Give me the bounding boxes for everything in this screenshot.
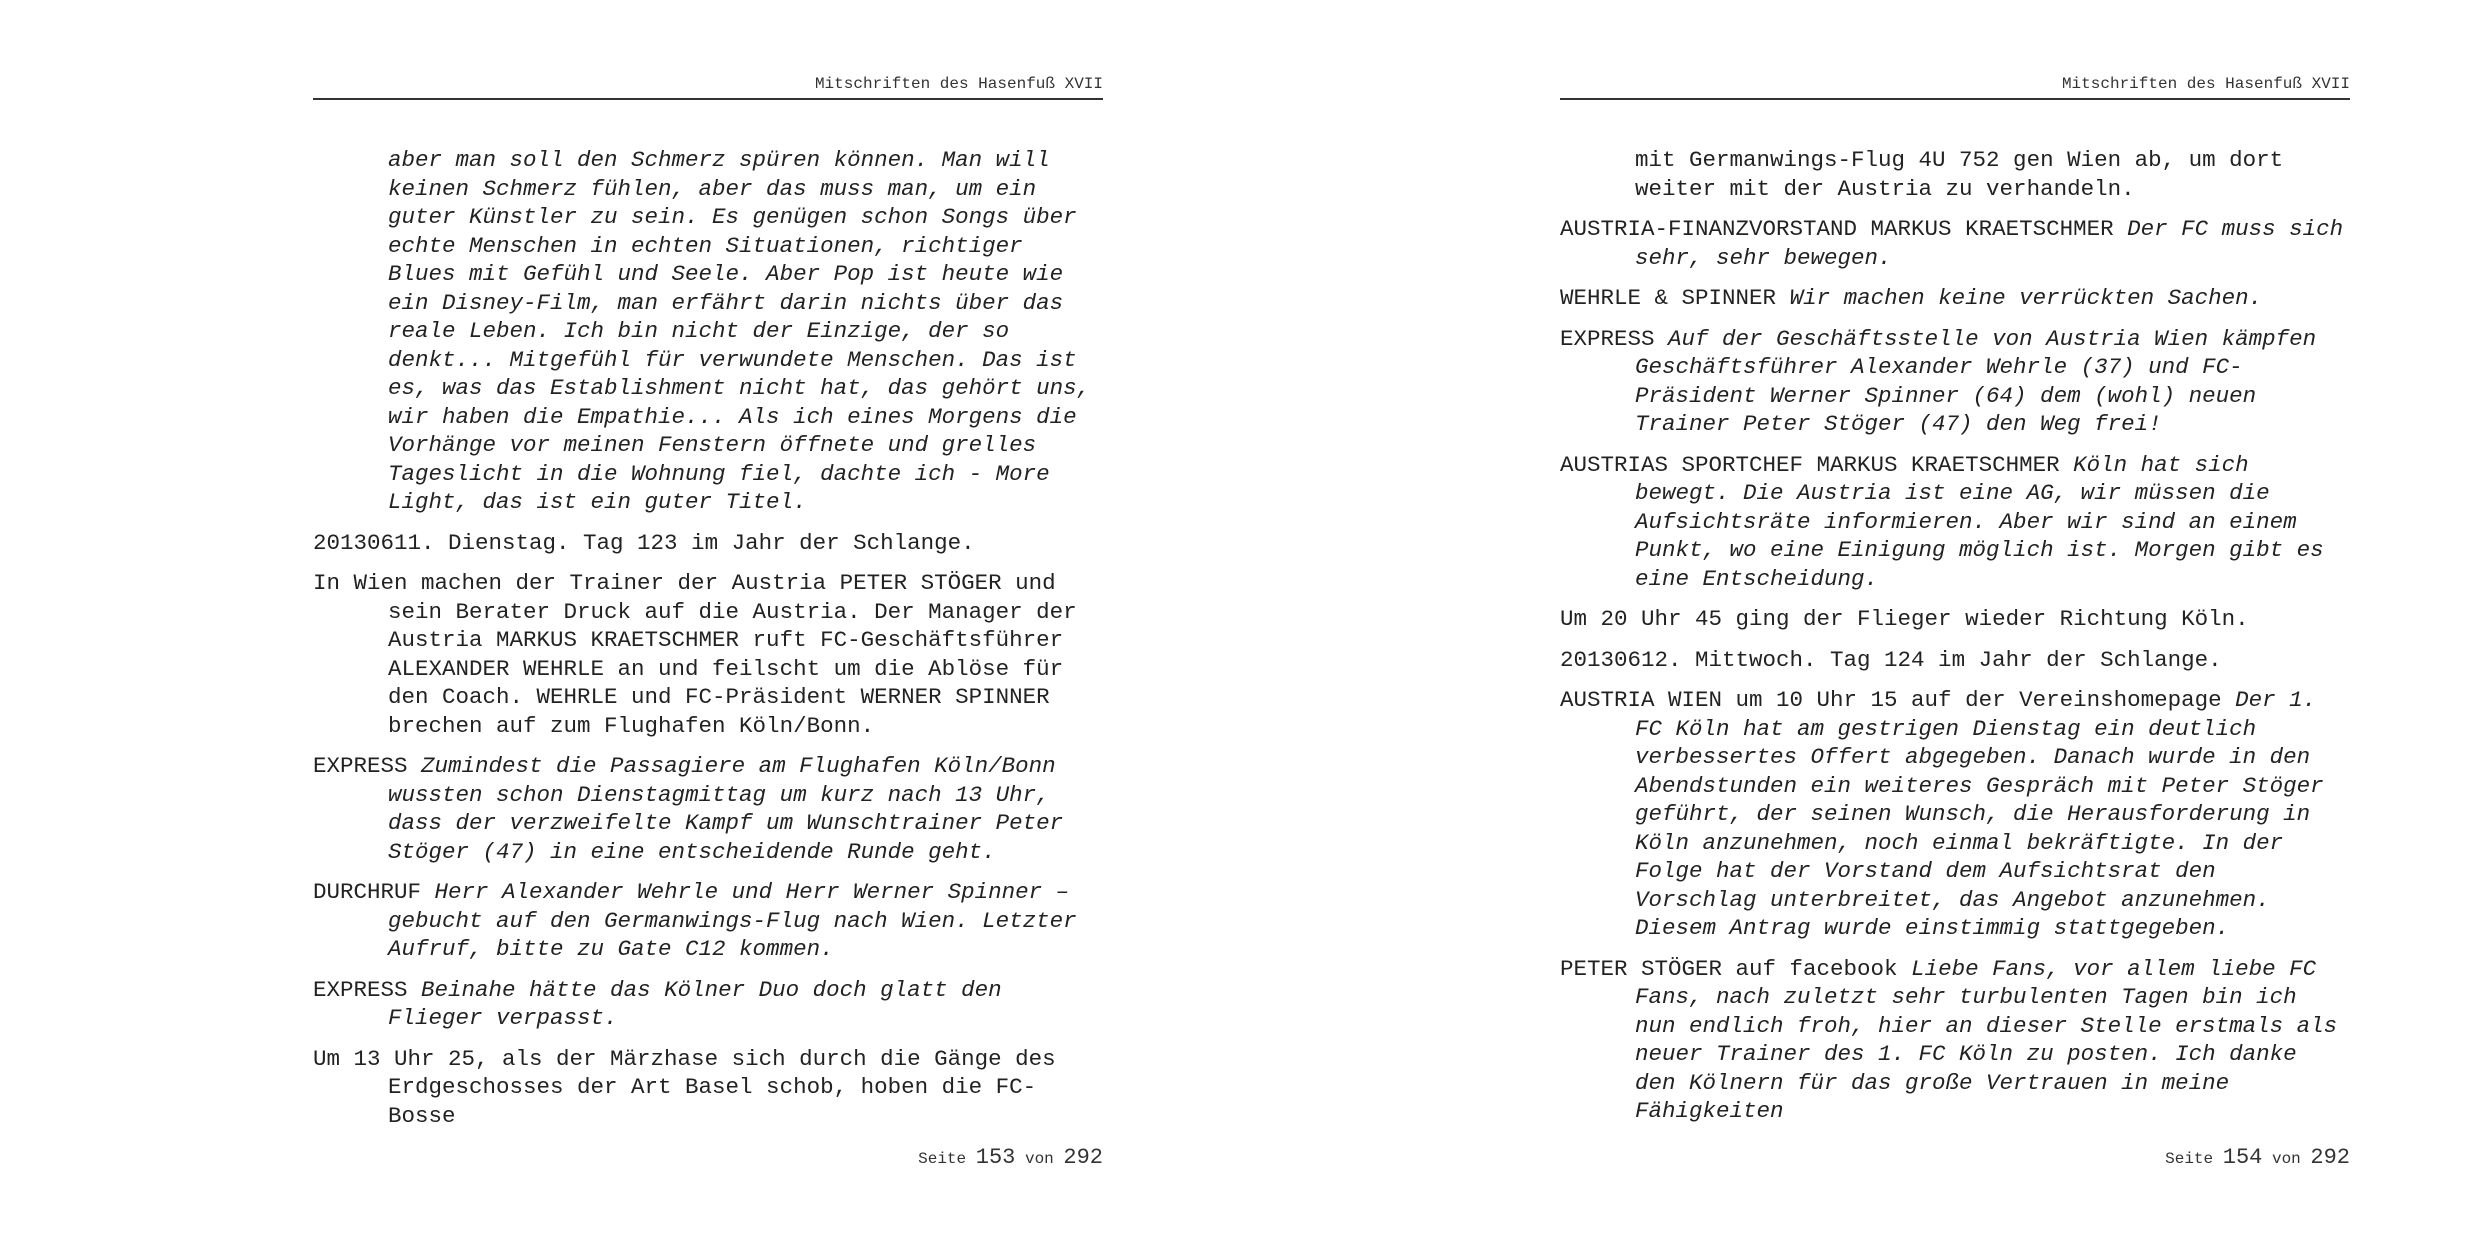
paragraph-text: Liebe Fans, vor allem liebe FC Fans, nach zuletzt sehr turbulenten Tagen bin ich nun endlich froh, hier an dieser Stelle erstmals als neuer Trainer des 1. FC Köln zu posten. Ich danke den Kölnern für das große Vertrauen in meine Fähigkeiten — [1635, 955, 2338, 1124]
paragraph-text: Der FC muss sich sehr, sehr bewegen. — [1635, 216, 2344, 271]
paragraph-text: Der 1. FC Köln hat am gestrigen Dienstag ein deutlich verbessertes Offert abgegeben. Danach wurde in den Abendstunden ein weiteres Gespräch mit Peter Stöger geführt, der seinen Wunsch, die Herausforderung in Köln anzunehmen, noch einmal bekräftigte. In der Folge hat der Vorstand dem Aufsichtsrat den Vorschlag unterbreitet, das Angebot anzunehmen. Diesem Antrag wurde einstimmig stattgegeben. — [1635, 687, 2324, 941]
speaker: AUSTRIAS SPORTCHEF MARKUS KRAETSCHMER — [1560, 451, 2060, 478]
speaker: AUSTRIA-FINANZVORSTAND MARKUS KRAETSCHMER — [1560, 216, 2114, 242]
page-body — [313, 146, 1103, 1142]
page-footer — [918, 1145, 1103, 1170]
paragraph — [313, 529, 1103, 558]
paragraph-text: Um 20 Uhr 45 ging der Flieger wieder Richtung Köln. — [1560, 606, 2249, 632]
paragraph-text: Beinahe hätte das Kölner Duo doch glatt den Flieger verpasst. — [388, 976, 1002, 1031]
paragraph — [1560, 686, 2350, 943]
footer-sep: von — [2271, 1150, 2301, 1168]
footer-sep: von — [1024, 1150, 1054, 1168]
paragraph-text: Herr Alexander Wehrle und Herr Werner Spinner – gebucht auf den Germanwings-Flug nach Wien. Letzter Aufruf, bitte zu Gate C12 kommen. — [388, 879, 1077, 962]
speaker: EXPRESS — [313, 753, 408, 779]
paragraph — [313, 1045, 1103, 1131]
page-header: Mitschriften des Hasenfuß XVII — [313, 74, 1103, 100]
paragraph-text: In Wien machen der Trainer der Austria PETER STÖGER und sein Berater Druck auf die Austria. Der Manager der Austria MARKUS KRAETSCHMER ruft FC-Geschäftsführer ALEXANDER WEHRLE an und feilscht um die Ablöse für den Coach. WEHRLE und FC-Präsident WERNER SPINNER brechen auf zum Flughafen Köln/Bonn. — [313, 570, 1077, 739]
paragraph — [313, 752, 1103, 866]
speaker: AUSTRIA WIEN um 10 Uhr 15 auf der Vereinshomepage — [1560, 687, 2222, 713]
speaker: EXPRESS — [1560, 325, 1655, 352]
speaker: DURCHRUF — [313, 879, 422, 905]
speaker: PETER STÖGER auf facebook — [1560, 955, 1898, 982]
paragraph — [1560, 451, 2350, 594]
page-number: 153 — [975, 1145, 1016, 1170]
paragraph-text: 20130611. Dienstag. Tag 123 im Jahr der Schlange. — [313, 529, 975, 556]
paragraph-text: aber man soll den Schmerz spüren können. Man will keinen Schmerz fühlen, aber das muss man, um ein guter Künstler zu sein. Es genügen schon Songs über echte Menschen in echten Situationen, richtiger Blues mit Gefühl und Seele. Aber Pop ist heute wie ein Disney-Film, man erfährt darin nichts über das reale Leben. Ich bin nicht der Einzige, der so denkt... Mitgefühl für verwundete Menschen. Das ist es, was das Establishment nicht hat, das gehört uns, wir haben die Empathie... Als ich eines Morgens die Vorhänge vor meinen Fenstern öffnete und grelles Tageslicht in die Wohnung fiel, dachte ich - More Light, das ist ein guter Titel. — [388, 147, 1091, 515]
page-body — [1560, 146, 2350, 1138]
paragraph — [1560, 215, 2350, 272]
page-header: Mitschriften des Hasenfuß XVII — [1560, 74, 2350, 100]
speaker: WEHRLE & SPINNER — [1560, 285, 1777, 311]
page-total: 292 — [2310, 1145, 2350, 1170]
page-total: 292 — [1063, 1145, 1103, 1170]
paragraph — [1560, 605, 2350, 634]
paragraph-text: Zumindest die Passagiere am Flughafen Köln/Bonn wussten schon Dienstagmittag um kurz nach 13 Uhr, dass der verzweifelte Kampf um Wunschtrainer Peter Stöger (47) in eine entscheidende Runde geht. — [388, 753, 1064, 865]
footer-prefix: Seite — [2165, 1150, 2214, 1168]
page-footer — [2165, 1145, 2350, 1170]
paragraph — [1560, 146, 2350, 203]
paragraph — [1560, 955, 2350, 1126]
paragraph-text: 20130612. Mittwoch. Tag 124 im Jahr der Schlange. — [1560, 646, 2222, 673]
footer-prefix: Seite — [918, 1150, 967, 1168]
paragraph-text: mit Germanwings-Flug 4U 752 gen Wien ab, um dort weiter mit der Austria zu verhandeln. — [1635, 147, 2284, 202]
paragraph-text: Wir machen keine verrückten Sachen. — [1789, 285, 2263, 311]
paragraph — [313, 146, 1103, 517]
speaker: EXPRESS — [313, 976, 408, 1003]
paragraph — [313, 569, 1103, 740]
paragraph-text: Um 13 Uhr 25, als der Märzhase sich durch die Gänge des Erdgeschosses der Art Basel schob, hoben die FC-Bosse — [313, 1045, 1056, 1129]
left-page — [313, 0, 1103, 1240]
right-page — [1560, 0, 2350, 1240]
paragraph-text: Köln hat sich bewegt. Die Austria ist eine AG, wir müssen die Aufsichtsräte informieren. Aber wir sind an einem Punkt, wo eine Einigung möglich ist. Morgen gibt es eine Entscheidung. — [1635, 451, 2324, 592]
paragraph-text: Auf der Geschäftsstelle von Austria Wien kämpfen Geschäftsführer Alexander Wehrle (37) und FC-Präsident Werner Spinner (64) dem (wohl) neuen Trainer Peter Stöger (47) den Weg frei! — [1635, 325, 2317, 437]
paragraph — [1560, 325, 2350, 439]
page-number: 154 — [2222, 1145, 2263, 1170]
paragraph — [313, 976, 1103, 1033]
paragraph — [313, 878, 1103, 964]
paragraph — [1560, 284, 2350, 313]
paragraph — [1560, 646, 2350, 675]
